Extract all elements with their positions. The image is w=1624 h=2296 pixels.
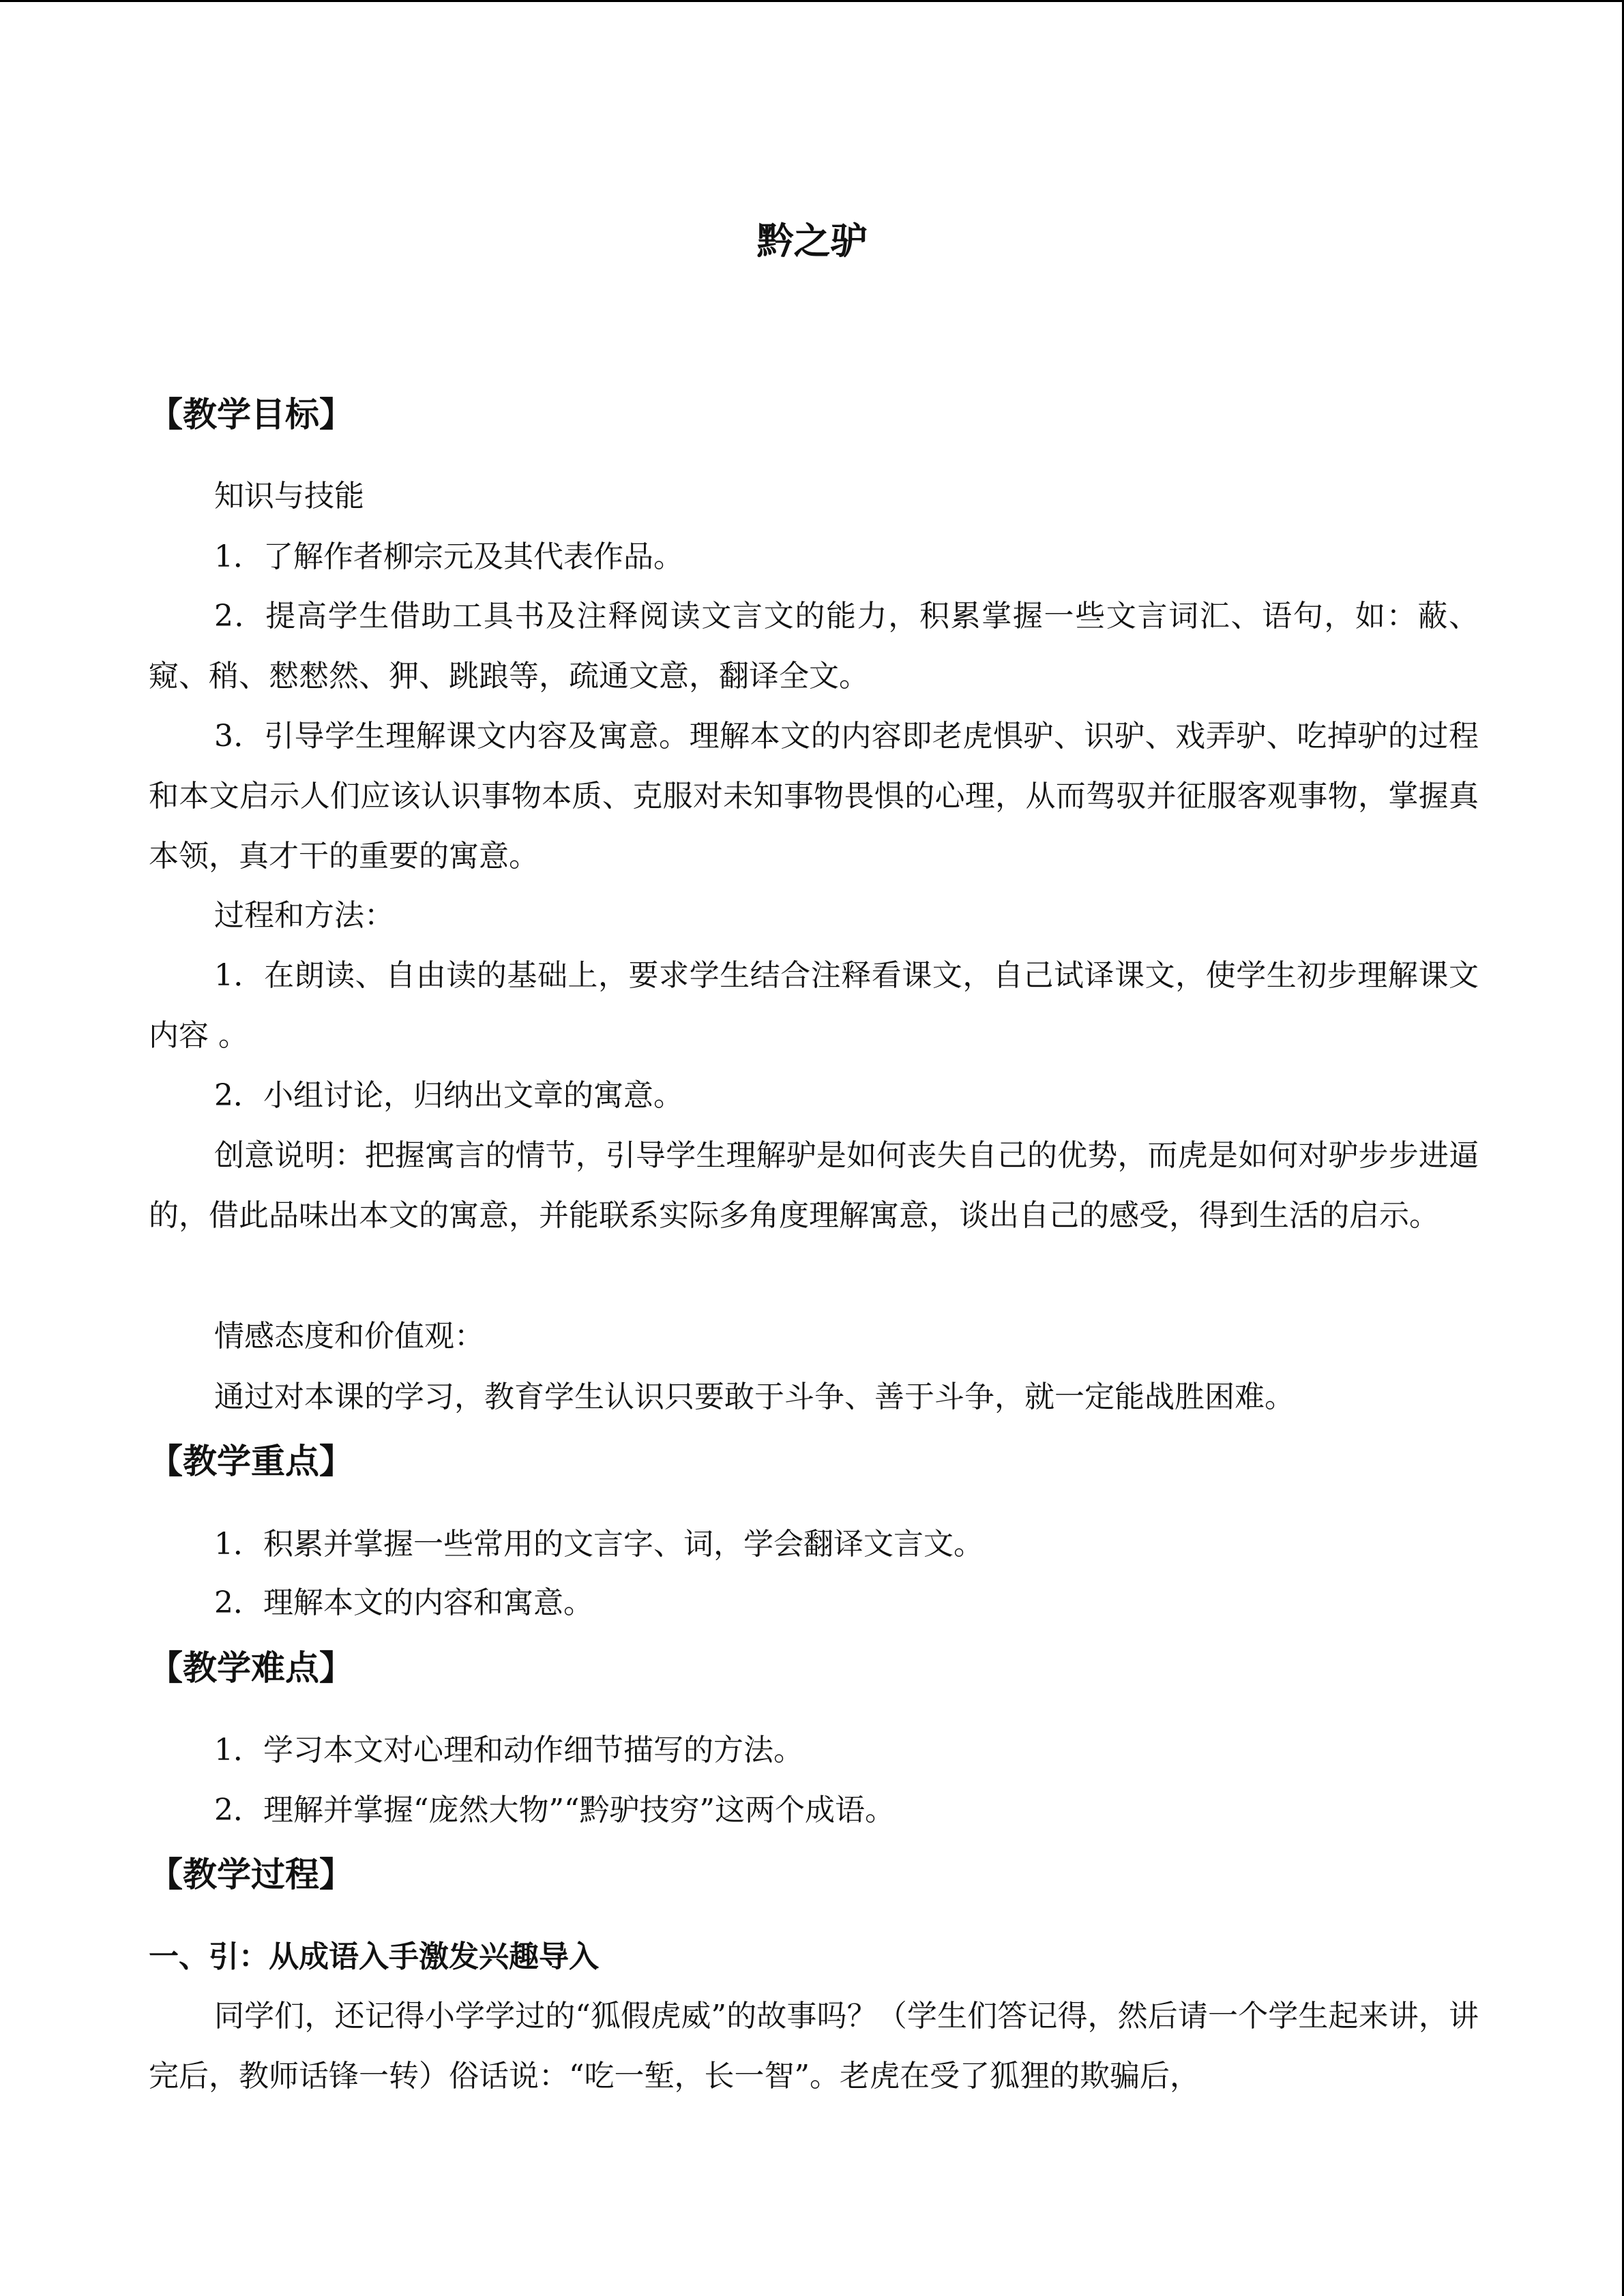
key-point-2: 2．理解本文的内容和寓意。 [214, 1585, 593, 1620]
creative-note: 创意说明：把握寓言的情节，引导学生理解驴是如何丧失自己的优势，而虎是如何对驴步步进逼的，借此品味出本文的寓意，并能联系实际多角度理解寓意，谈出自己的感受，得到生活的启示。 [149, 1138, 1479, 1233]
section-heading-key-points: 【教学重点】 [149, 1441, 353, 1481]
difficulty-2: 2．理解并掌握“庞然大物”“黔驴技穷”这两个成语。 [214, 1793, 895, 1828]
process-item-2: 2．小组讨论，归纳出文章的寓意。 [214, 1078, 683, 1113]
knowledge-label: 知识与技能 [214, 479, 364, 513]
knowledge-item-2: 2．提高学生借助工具书及注释阅读文言文的能力，积累掌握一些文言词汇、语句，如：蔽、窥、稍、憖憖然、狎、跳踉等，疏通文意，翻译全文。 [149, 599, 1479, 694]
process-label: 过程和方法： [214, 898, 394, 933]
emotion-text: 通过对本课的学习，教育学生认识只要敢于斗争、善于斗争，就一定能战胜困难。 [214, 1380, 1295, 1414]
section-heading-process: 【教学过程】 [149, 1854, 353, 1894]
section-heading-difficulties: 【教学难点】 [149, 1648, 353, 1688]
difficulty-1: 1．学习本文对心理和动作细节描写的方法。 [214, 1733, 803, 1768]
knowledge-item-1: 1．了解作者柳宗元及其代表作品。 [214, 539, 683, 574]
process-item-1: 1．在朗读、自由读的基础上，要求学生结合注释看课文，自己试译课文，使学生初步理解课文内容 。 [149, 958, 1479, 1053]
key-point-1: 1．积累并掌握一些常用的文言字、词，学会翻译文言文。 [214, 1527, 984, 1562]
process-step-1-heading: 一、引：从成语入手激发兴趣导入 [149, 1939, 599, 1974]
knowledge-item-3: 3．引导学生理解课文内容及寓意。理解本文的内容即老虎惧驴、识驴、戏弄驴、吃掉驴的过程和本文启示人们应该认识事物本质、克服对未知事物畏惧的心理，从而驾驭并征服客观事物，掌握真本领，真才干的重要的寓意。 [149, 719, 1479, 874]
process-step-1-text: 同学们，还记得小学学过的“狐假虎威”的故事吗？（学生们答记得，然后请一个学生起来讲，讲完后，教师话锋一转）俗话说：“吃一堑，长一智”。老虎在受了狐狸的欺骗后， [149, 1999, 1479, 2093]
page-title: 黔之驴 [756, 219, 868, 263]
emotion-label: 情感态度和价值观： [214, 1319, 484, 1354]
section-heading-objectives: 【教学目标】 [149, 394, 353, 434]
